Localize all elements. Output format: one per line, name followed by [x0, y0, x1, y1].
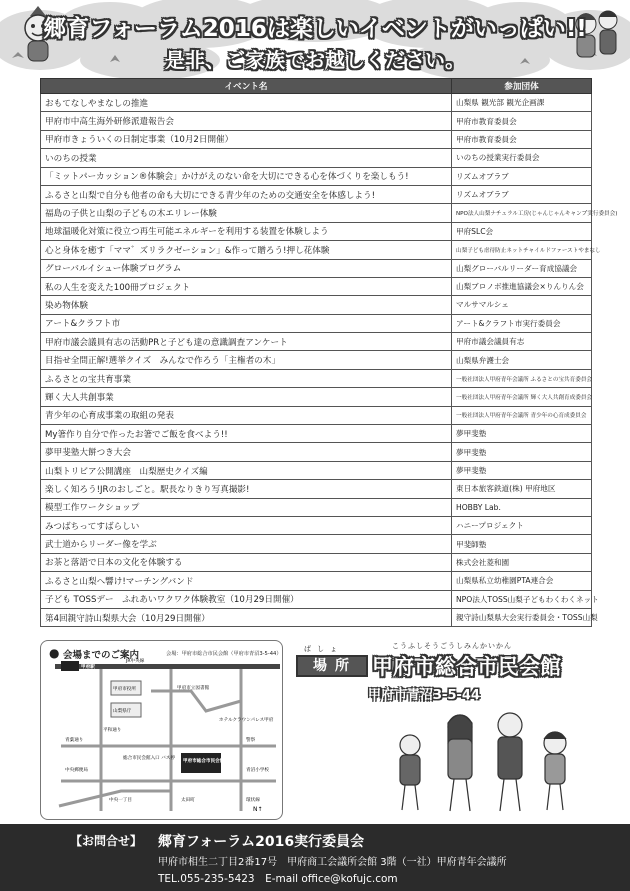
table-row: [41, 369, 592, 387]
table-row: [41, 130, 592, 148]
venue-label: 場所: [296, 655, 368, 677]
event-name-cell: グローバルイシュー体験プログラム: [41, 259, 452, 277]
org-name-cell: リズムオブラブ: [452, 185, 592, 203]
footer-tel: TEL.055-235-5423 E-mail office@kofujc.com: [158, 873, 398, 885]
table-row: [41, 351, 592, 369]
event-name-cell: 私の人生を変えた100冊プロジェクト: [41, 277, 452, 295]
access-map: [40, 640, 283, 820]
org-name-cell: 夢甲斐塾: [452, 443, 592, 461]
footer-org: 郷育フォーラム2016実行委員会: [158, 834, 365, 850]
event-name-cell: 心と身体を癒す「ママ゛ズリラクゼーション」&作って贈ろう!押し花体験: [41, 241, 452, 259]
table-row: [41, 443, 592, 461]
event-name-cell: 福島の子供と山梨の子どもの木エリレー体験: [41, 204, 452, 222]
label-heiwa: 平和通り: [103, 728, 122, 733]
event-name-cell: 第4回親守詩山梨県大会（10月29日開催）: [41, 608, 452, 626]
event-name-cell: 武士道からリーダー像を学ぶ: [41, 535, 452, 553]
label-chuo: 中央一丁目: [109, 798, 132, 803]
events-table: [40, 78, 618, 627]
venue-name: 甲府市総合市民会館: [372, 655, 561, 679]
venue-name-ruby: こうふしそうごうしみんかいかん: [392, 642, 512, 650]
org-name-cell: 甲府市教育委員会: [452, 112, 592, 130]
event-name-cell: ふるさとの宝共育事業: [41, 369, 452, 387]
event-name-cell: 目指せ全問正解!選挙クイズ みんなで作ろう「主権者の木」: [41, 351, 452, 369]
event-name-cell: 子ども TOSSデー ふれあいワクワク体験教室（10月29日開催）: [41, 590, 452, 608]
org-name-cell: 夢甲斐塾: [452, 461, 592, 479]
org-name-cell: 一般社団法人甲府青年会議所 ふるさとの宝共育委員会: [452, 369, 592, 387]
event-name-cell: My箸作り自分で作ったお箸でご飯を食べよう!!: [41, 425, 452, 443]
contact-label: 【お問合せ】: [70, 834, 143, 848]
org-name-cell: 一般社団法人甲府青年会議所 青少年の心育成委員会: [452, 406, 592, 424]
event-name-cell: 染め物体験: [41, 296, 452, 314]
org-name-cell: 山梨ブロノボ推進協議会×りんりん会: [452, 277, 592, 295]
event-name-cell: 山梨トリビア公開講座 山梨歴史クイズ編: [41, 461, 452, 479]
org-name-cell: 甲府市教育委員会: [452, 130, 592, 148]
org-name-cell: 山梨県 観光部 観光企画課: [452, 94, 592, 112]
table-row: [41, 222, 592, 240]
label-police: 警察: [246, 738, 256, 743]
event-name-cell: 輝く大人共創事業: [41, 388, 452, 406]
label-pref-office: 山梨県庁: [113, 709, 132, 714]
station-label: 甲府駅: [81, 665, 95, 670]
event-name-cell: 甲府市中高生海外研修派遣報告会: [41, 112, 452, 130]
table-row: [41, 94, 592, 112]
event-name-cell: みつばちってすばらしい: [41, 516, 452, 534]
org-name-cell: 東日本旅客鉄道(株) 甲府地区: [452, 480, 592, 498]
table-row: [41, 204, 592, 222]
event-rows: [41, 94, 618, 627]
org-name-cell: いのちの授業実行委員会: [452, 149, 592, 167]
table-row: [41, 535, 592, 553]
org-name-cell: 山梨県私立幼稚園PTA連合会: [452, 572, 592, 590]
map-title: 会場までのご案内: [63, 650, 140, 661]
event-name-cell: アート&クラフト市: [41, 314, 452, 332]
event-name-cell: 夢甲斐塾大餅つき大会: [41, 443, 452, 461]
org-name-cell: 山梨グローバルリーダー育成協議会: [452, 259, 592, 277]
header: [0, 0, 630, 78]
org-name-cell: 山梨県弁護士会: [452, 351, 592, 369]
org-name-cell: 一般社団法人甲府青年会議所 輝く大人共創育成委員会: [452, 388, 592, 406]
label-ring: 環状線: [246, 798, 260, 803]
org-name-cell: 甲斐師塾: [452, 535, 592, 553]
table-row: [41, 590, 592, 608]
map-drawing: [41, 641, 284, 821]
label-bus: 総合市民会館入口 バス停: [123, 756, 175, 761]
org-name-cell: 山梨子ども虐待防止ネットチャイルドファーストやまなし: [452, 241, 592, 259]
label-venue: 甲府市総合市民会館: [183, 759, 225, 764]
event-name-cell: 甲府市議会議員有志の活動PRと子ども達の意識調査アンケート: [41, 333, 452, 351]
org-name-cell: 甲府市議会議員有志: [452, 333, 592, 351]
label-hotel: ホテルクラウンパレス甲府: [219, 718, 274, 723]
event-name-cell: 地球温暖化対策に役立つ再生可能エネルギーを利用する装置を体験しよう: [41, 222, 452, 240]
table-row: [41, 333, 592, 351]
table-row: [41, 406, 592, 424]
table-row: [41, 480, 592, 498]
label-library: 甲府市立図書館: [177, 686, 210, 691]
family-walking-illustration: [380, 705, 590, 815]
event-name-cell: ふるさと山梨へ響け!マーチングバンド: [41, 572, 452, 590]
org-name-cell: アート&クラフト市実行委員会: [452, 314, 592, 332]
org-name-cell: リズムオブラブ: [452, 167, 592, 185]
north-arrow-icon: N↑: [253, 806, 263, 813]
footer: [0, 824, 630, 891]
event-name-cell: 青少年の心育成事業の取組の発表: [41, 406, 452, 424]
venue-label-ruby: ばしょ: [304, 645, 343, 653]
label-post: 中央郵便局: [65, 768, 88, 773]
org-name-cell: NPO法人TOSS山梨子どもわくわくネット: [452, 590, 592, 608]
label-school: 青沼小学校: [246, 768, 269, 773]
table-row: [41, 277, 592, 295]
org-name-cell: HOBBY Lab.: [452, 498, 592, 516]
org-name-cell: 株式会社菱和園: [452, 553, 592, 571]
table-row: [41, 608, 592, 626]
org-name-cell: マルサマルシェ: [452, 296, 592, 314]
table-row: [41, 296, 592, 314]
org-name-cell: ハニープロジェクト: [452, 516, 592, 534]
table-row: [41, 388, 592, 406]
event-name-cell: 楽しく知ろう!JRのおしごと。駅長なりきり写真撮影!: [41, 480, 452, 498]
event-name-cell: 甲府市きょういくの日制定事業（10月2日開催）: [41, 130, 452, 148]
map-note: 会場：甲府市総合市民会館（甲府市青沼3-5-44）: [166, 651, 282, 657]
event-name-cell: 模型工作ワークショップ: [41, 498, 452, 516]
event-name-cell: お茶と落語で日本の文化を体験する: [41, 553, 452, 571]
table-row: [41, 112, 592, 130]
rail-label: JR中央線: [126, 659, 145, 664]
table-row: [41, 241, 592, 259]
main-title: 郷育フォーラム2016は楽しいイベントがいっぱい!!: [43, 16, 587, 42]
table-row: [41, 259, 592, 277]
table-row: [41, 498, 592, 516]
column-header-event: イベント名: [41, 79, 452, 94]
event-name-cell: ふるさと山梨で自分も他者の命も大切にできる青少年のための交通安全を体感しよう!: [41, 185, 452, 203]
label-city-hall: 甲府市役所: [113, 687, 136, 692]
table-row: [41, 461, 592, 479]
org-name-cell: 甲府SLC会: [452, 222, 592, 240]
table-row: [41, 516, 592, 534]
venue-address: 甲府市青沼3-5-44: [368, 688, 480, 703]
event-name-cell: 「ミットパーカッション®体験会」かけがえのない命を大切にできる心を体づくりを楽しもう!: [41, 167, 452, 185]
footer-address: 甲府市相生二丁目2番17号 甲府商工会議所会館 3階（一社）甲府青年会議所: [158, 857, 507, 868]
event-name-cell: おもてなしやまなしの推進: [41, 94, 452, 112]
table-row: [41, 185, 592, 203]
map-pin-icon: ●: [49, 646, 60, 660]
table-row: [41, 572, 592, 590]
org-name-cell: 夢甲斐塾: [452, 425, 592, 443]
table-header-row: [41, 79, 592, 94]
label-sukuna: 太田町: [181, 798, 195, 803]
table-row: [41, 149, 592, 167]
event-name-cell: いのちの授業: [41, 149, 452, 167]
subtitle: 是非、ご家族でお越しください。: [165, 48, 465, 72]
station-box: [61, 661, 79, 671]
table-row: [41, 314, 592, 332]
table-row: [41, 167, 592, 185]
column-header-org: 参加団体: [452, 79, 592, 94]
org-name-cell: 親守詩山梨県大会実行委員会・TOSS山梨: [452, 608, 592, 626]
table-row: [41, 425, 592, 443]
label-aoba: 青葉通り: [65, 738, 84, 743]
org-name-cell: NPO法人山梨ナチュラル工房(じゃんじゃんキャンプ実行委員会): [452, 204, 592, 222]
table-row: [41, 553, 592, 571]
